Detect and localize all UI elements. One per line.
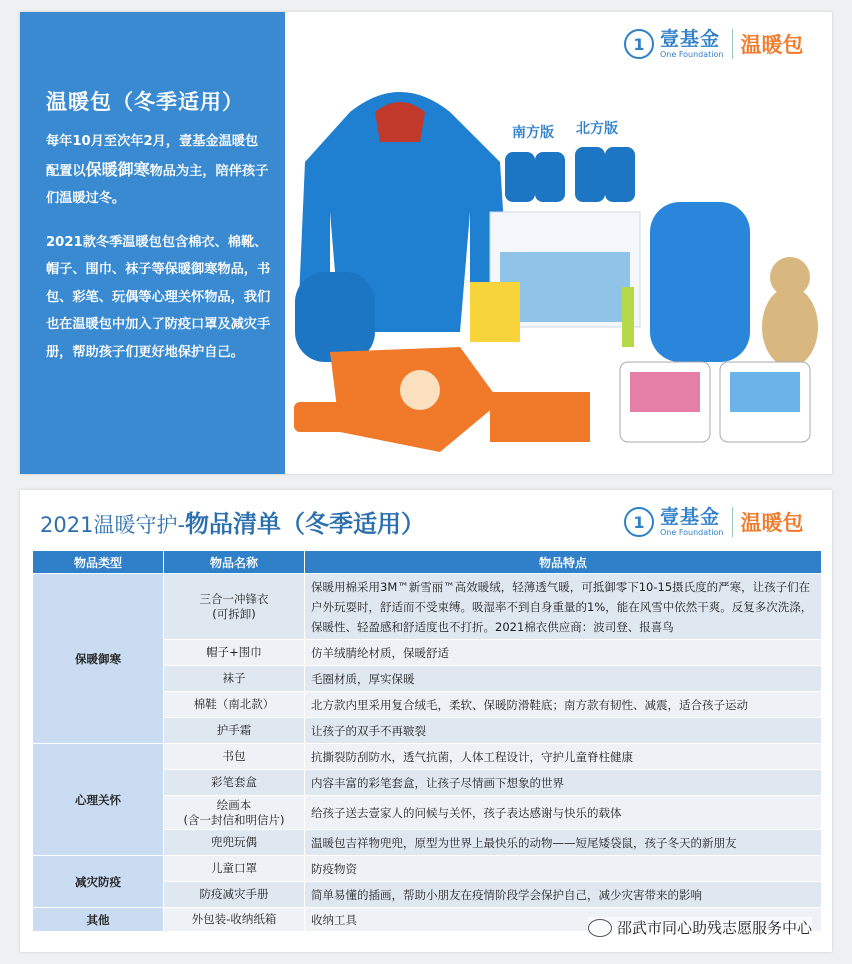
north-label: 北方版 [576, 121, 618, 137]
item-name: 彩笔套盒 [164, 770, 305, 796]
item-feature: 内容丰富的彩笔套盒，让孩子尽情画下想象的世界 [305, 770, 822, 796]
logo-divider [732, 29, 733, 59]
gloves-icon [294, 402, 364, 432]
logo [624, 28, 804, 60]
backpack-icon [650, 202, 750, 362]
list-title-prefix: 2021温暖守护- [40, 513, 186, 537]
intro-panel [20, 12, 832, 474]
header-name: 物品名称 [164, 551, 305, 574]
south-label: 南方版 [512, 125, 554, 141]
watermark [588, 917, 812, 938]
one-foundation-icon: 1 [624, 29, 654, 59]
list-title-main: 物品清单（冬季适用） [185, 510, 426, 538]
item-name: 儿童口罩 [164, 856, 305, 882]
item-feature: 给孩子送去壹家人的问候与关怀，孩子表达感谢与快乐的载体 [305, 796, 822, 830]
category-cell: 减灾防疫 [33, 856, 164, 908]
item-name: 兜兜玩偶 [164, 830, 305, 856]
item-list-panel [20, 490, 832, 952]
category-cell: 保暖御寒 [33, 574, 164, 744]
item-table [32, 550, 822, 932]
header-type: 物品类型 [33, 551, 164, 574]
logo-brand: 温暖包 [740, 511, 804, 535]
item-name: 护手霜 [164, 718, 305, 744]
product-illustration [290, 72, 830, 472]
logo-divider [732, 507, 733, 537]
item-feature: 北方款内里采用复合绒毛，柔软、保暖防滑鞋底；南方款有韧性、减震，适合孩子运动 [305, 692, 822, 718]
logo-cn: 壹基金 [660, 506, 721, 528]
hat-icon [295, 272, 375, 362]
item-name: 棉鞋（南北款） [164, 692, 305, 718]
hand-cream-icon [622, 287, 634, 347]
south-boots-icon [505, 152, 535, 202]
intro-line-2: 物品为主，陪伴孩子们温暖过冬。 [46, 163, 269, 206]
item-name: 书包 [164, 744, 305, 770]
logo-en: One Foundation [660, 528, 724, 537]
item-name: 袜子 [164, 666, 305, 692]
item-feature: 防疫物资 [305, 856, 822, 882]
intro-text [46, 128, 271, 382]
logo-brand: 温暖包 [740, 33, 804, 57]
item-feature: 收纳工具 [305, 908, 822, 932]
wechat-icon [588, 919, 612, 937]
booklet-icon [470, 282, 520, 342]
kangaroo-toy-icon [762, 287, 818, 367]
item-name: 帽子+围巾 [164, 640, 305, 666]
header-feature: 物品特点 [305, 551, 822, 574]
intro-line-1: 每年10月至次年2月，壹基金温暖包配置以 [46, 134, 259, 179]
item-name: 外包装-收纳纸箱 [164, 908, 305, 932]
north-boots-icon [575, 147, 605, 202]
logo-cn: 壹基金 [660, 28, 721, 50]
category-cell: 心理关怀 [33, 744, 164, 856]
category-cell: 其他 [33, 908, 164, 932]
item-name: 防疫减灾手册 [164, 882, 305, 908]
item-name: 绘画本 (含一封信和明信片) [164, 796, 305, 830]
item-feature: 保暖用棉采用3M™新雪丽™高效暖绒，轻薄透气暖，可抵御零下10-15摄氏度的严寒，让孩子们在户外玩耍时，舒适而不受束缚。吸湿率不到自身重量的1%，能在风雪中依然干爽。反复多次洗涤，保暖性、轻盈感和舒适度也不打折。2021棉衣供应商：波司登、报喜鸟 [305, 574, 822, 640]
item-feature: 简单易懂的插画，帮助小朋友在疫情阶段学会保护自己，减少灾害带来的影响 [305, 882, 822, 908]
item-feature: 抗撕裂防刮防水，透气抗菌，人体工程设计，守护儿童脊柱健康 [305, 744, 822, 770]
item-name: 三合一冲锋衣 (可拆卸) [164, 574, 305, 640]
item-feature: 毛圈材质，厚实保暖 [305, 666, 822, 692]
item-feature: 让孩子的双手不再皲裂 [305, 718, 822, 744]
logo-en: One Foundation [660, 50, 724, 59]
one-foundation-icon: 1 [624, 507, 654, 537]
intro-box [20, 12, 285, 474]
logo-2 [624, 506, 804, 538]
item-feature: 仿羊绒腈纶材质，保暖舒适 [305, 640, 822, 666]
products-image [290, 72, 830, 472]
watermark-text: 邵武市同心助残志愿服务中心 [616, 919, 812, 937]
intro-paragraph-2: 2021款冬季温暖包包含棉衣、棉靴、帽子、围巾、袜子等保暖御寒物品，书包、彩笔、玩偶等心理关怀物品，我们也在温暖包中加入了防疫口罩及减灾手册，帮助孩子们更好地保护自己。 [46, 234, 271, 360]
intro-highlight: 保暖御寒 [85, 159, 150, 179]
list-title [40, 504, 425, 539]
item-feature: 温暖包吉祥物兜兜，原型为世界上最快乐的动物——短尾矮袋鼠，孩子冬天的新朋友 [305, 830, 822, 856]
mask-icon [490, 392, 590, 442]
intro-title: 温暖包（冬季适用） [46, 90, 244, 114]
